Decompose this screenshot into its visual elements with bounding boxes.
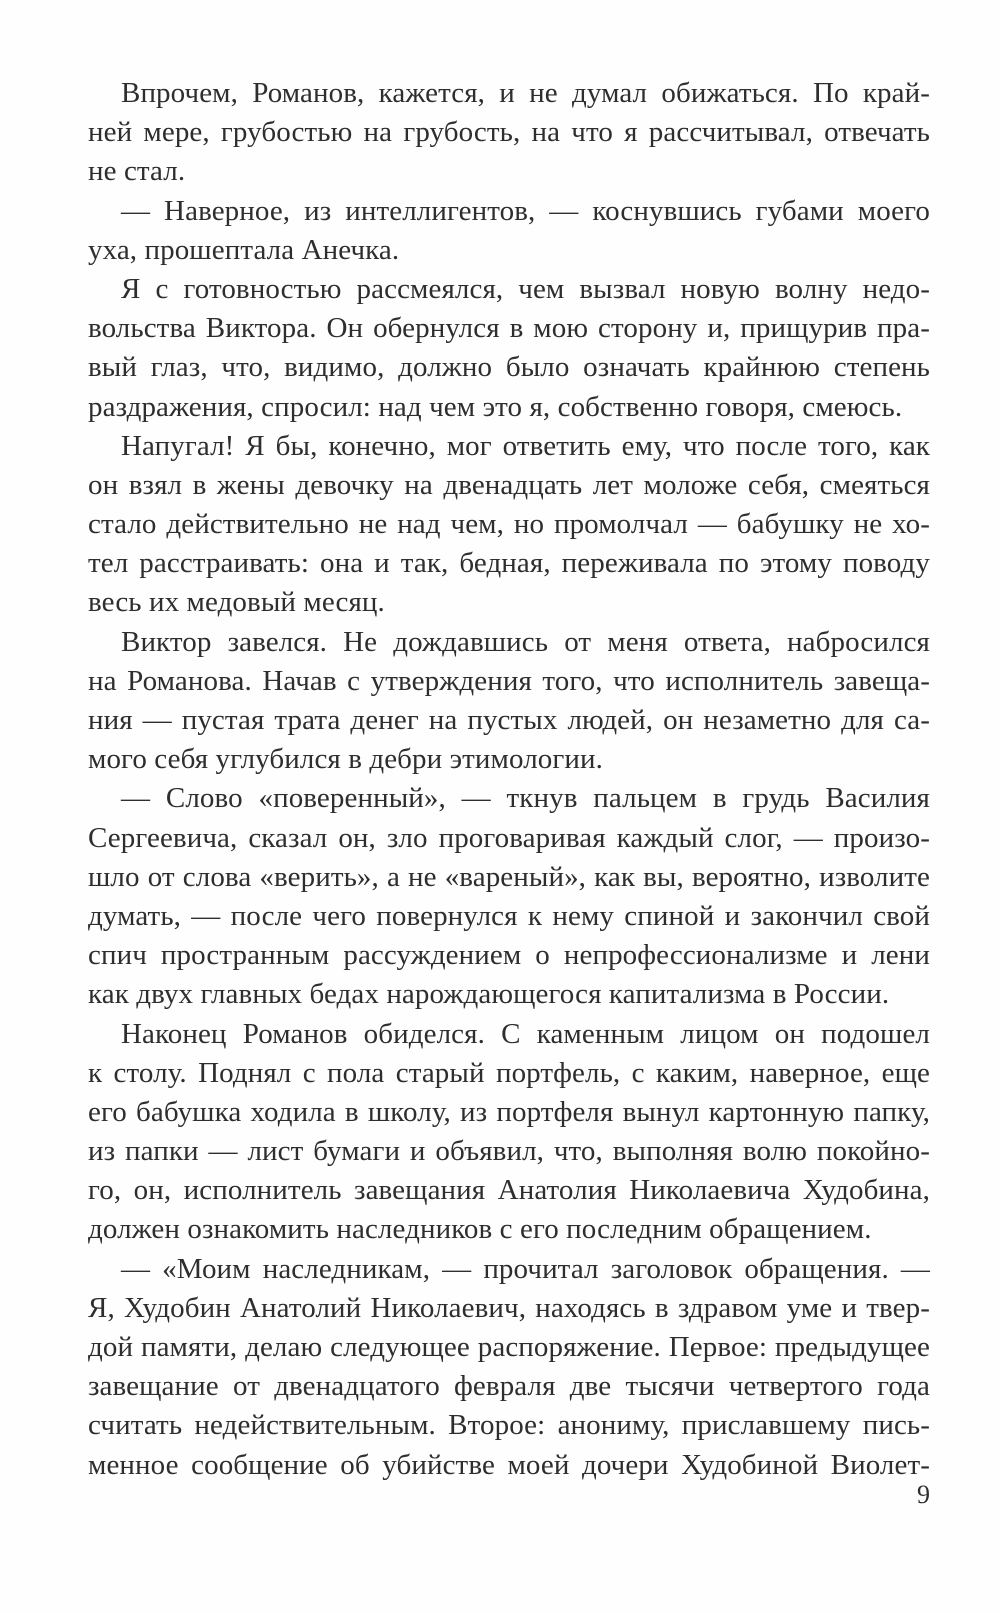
text-line: Впрочем, Романов, кажется, и не думал обижаться. По край- xyxy=(121,77,930,109)
text-line: тел расстраивать: она и так, бедная, переживала по этому поводу xyxy=(88,547,930,580)
text-line: завещание от двенадцатого февраля две тысячи четвертого года xyxy=(88,1370,930,1403)
text-line: Наконец Романов обиделся. С каменным лицом он подошел xyxy=(121,1017,930,1050)
page-number: 9 xyxy=(917,1480,930,1509)
text-line: он взял в жены девочку на двенадцать лет моложе себя, смеяться xyxy=(88,468,930,501)
text-line: ния — пустая трата денег на пустых людей, он незаметно для са- xyxy=(88,704,930,736)
text-line: думать, — после чего повернулся к нему спиной и закончил свой xyxy=(88,899,930,932)
text-line: как двух главных бедах нарождающегося капитализма в России. xyxy=(88,978,890,1011)
text-line: из папки — лист бумаги и объявил, что, выполняя волю покойно- xyxy=(88,1135,930,1168)
text-line: мого себя углубился в дебри этимологии. xyxy=(88,743,603,776)
body-text xyxy=(88,74,930,1485)
text-line: — Слово «поверенный», — ткнув пальцем в грудь Василия xyxy=(121,782,930,815)
text-line: спич пространным рассуждением о непрофессионализме и лени xyxy=(88,939,930,972)
text-line: дой памяти, делаю следующее распоряжение. Первое: предыдущее xyxy=(88,1331,930,1363)
text-line: считать недействительным. Второе: анониму, приславшему пись- xyxy=(88,1409,930,1442)
text-line: весь их медовый месяц. xyxy=(88,586,385,619)
text-line: уха, прошептала Анечка. xyxy=(88,233,400,266)
text-line: менное сообщение об убийстве моей дочери Худобиной Виолет- xyxy=(88,1448,930,1481)
text-line: Сергеевича, сказал он, зло проговаривая каждый слог, — произо- xyxy=(88,821,930,854)
text-line: Виктор завелся. Не дождавшись от меня ответа, набросился xyxy=(121,625,930,658)
text-line: шло от слова «верить», а не «вареный», как вы, вероятно, изволите xyxy=(88,860,930,893)
text-line: раздражения, спросил: над чем это я, собственно говоря, смеюсь. xyxy=(88,390,903,423)
text-line: к столу. Поднял с пола старый портфель, с каким, наверное, еще xyxy=(88,1056,930,1089)
text-line: Напугал! Я бы, конечно, мог ответить ему, что после того, как xyxy=(121,429,930,462)
text-line: не стал. xyxy=(88,155,186,188)
text-line: — «Моим наследникам, — прочитал заголовок обращения. — xyxy=(121,1252,930,1285)
text-line: го, он, исполнитель завещания Анатолия Николаевича Худобина, xyxy=(88,1174,930,1207)
text-line: Я, Худобин Анатолий Николаевич, находясь в здравом уме и твер- xyxy=(88,1291,930,1324)
text-line: вольства Виктора. Он обернулся в мою сторону и, прищурив пра- xyxy=(88,312,930,345)
text-line: — Наверное, из интеллигентов, — коснувшись губами моего xyxy=(121,194,930,227)
text-line: на Романова. Начав с утверждения того, что исполнитель завеща- xyxy=(88,664,930,697)
text-line: вый глаз, что, видимо, должно было означать крайнюю степень xyxy=(88,351,930,384)
text-line: должен ознакомить наследников с его последним обращением. xyxy=(88,1213,872,1246)
text-line: ней мере, грубостью на грубость, на что я рассчитывал, отвечать xyxy=(88,116,930,149)
text-line: Я с готовностью рассмеялся, чем вызвал новую волну недо- xyxy=(121,272,930,305)
text-line: его бабушка ходила в школу, из портфеля вынул картонную папку, xyxy=(88,1095,930,1128)
text-line: стало действительно не над чем, но промолчал — бабушку не хо- xyxy=(88,508,930,541)
